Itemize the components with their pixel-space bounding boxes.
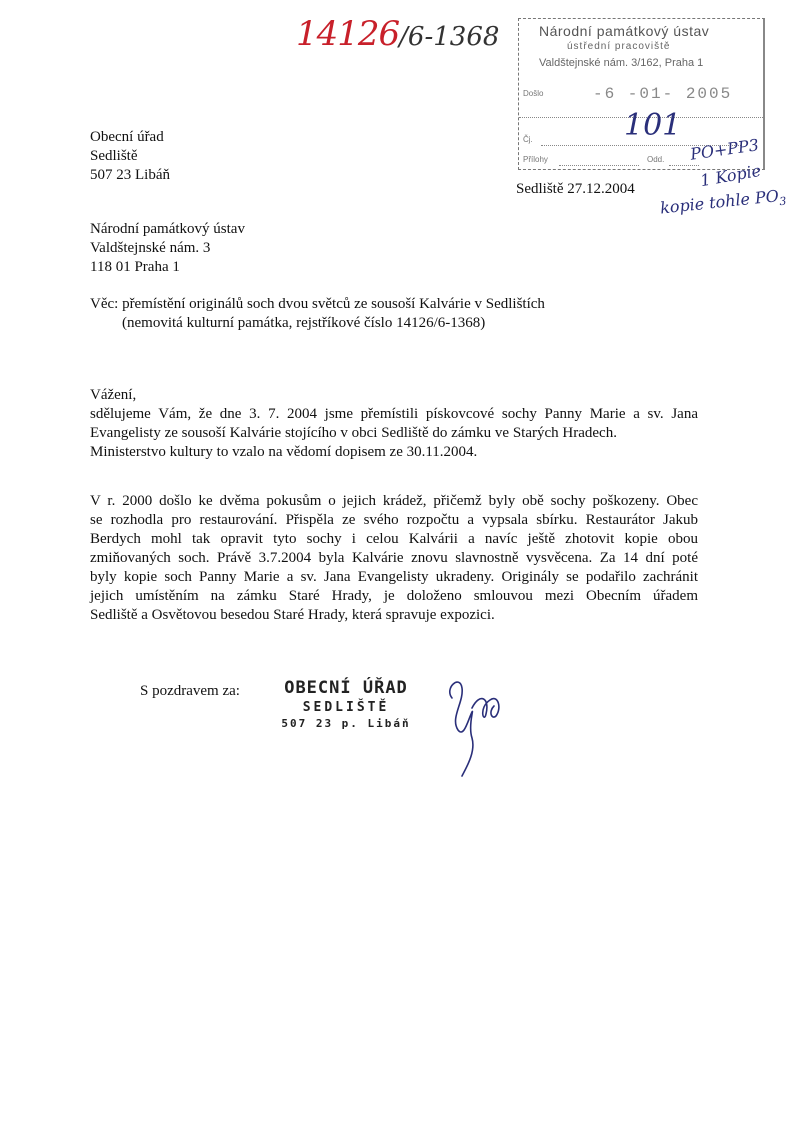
- stamp-prilohy-line: [559, 165, 639, 166]
- recipient-line-1: Národní památkový ústav: [90, 221, 245, 237]
- stamp-address: Valdštejnské nám. 3/162, Praha 1: [539, 57, 704, 69]
- body-p2-line-6: jejich umístěním na zámku Staré Hrady, je doloženo smlouvou mezi Obecním úřadem: [90, 588, 698, 604]
- body-p2-line-5: byly kopie soch Panny Marie a sv. Jana Evangelisty ukradeny. Originály se podařilo zachránit: [90, 569, 698, 585]
- stamp-odd-line: [669, 165, 699, 166]
- official-stamp-line-3: 507 23 p. Libáň: [281, 717, 411, 730]
- recipient-line-3: 118 01 Praha 1: [90, 259, 180, 275]
- sender-line-1: Obecní úřad: [90, 129, 164, 145]
- recipient-line-2: Valdštejnské nám. 3: [90, 240, 211, 256]
- stamp-title: Národní památkový ústav: [539, 23, 710, 39]
- place-date: Sedliště 27.12.2004: [516, 181, 635, 197]
- registry-number-rest: /6-1368: [399, 22, 500, 52]
- body-paragraph-1: [90, 386, 698, 462]
- official-stamp-line-2: SEDLIŠTĚ: [302, 700, 390, 715]
- handwritten-stamp-annotation: PO+PP3: [689, 135, 760, 164]
- stamp-label-odd: Odd.: [647, 155, 665, 164]
- body-p2-line-4: zmiňovaných soch. Právě 3.7.2004 byla Kalvárie znovu slavnostně vysvěcena. Za 14 dní poté: [90, 550, 698, 566]
- body-p1-line-1: sdělujeme Vám, že dne 3. 7. 2004 jsme přemístili pískovcové sochy Panny Marie a sv. Jana: [90, 406, 698, 422]
- body-p2-line-1: V r. 2000 došlo ke dvěma pokusům o jejich krádež, přičemž byly obě sochy poškozeny. Obec: [90, 493, 698, 509]
- closing-label: S pozdravem za:: [140, 683, 240, 699]
- body-p2-line-7: Sedliště a Osvětovou besedou Staré Hrady, která spravuje expozici.: [90, 607, 495, 623]
- body-paragraph-2: [90, 492, 698, 625]
- recipient-address: [90, 220, 245, 277]
- body-p1-line-2: Evangelisty ze sousoší Kalvárie stojícího v obci Sedliště do zámku ve Starých Hradech.: [90, 425, 617, 441]
- body-p1-line-3: Ministerstvo kultury to vzalo na vědomí dopisem ze 30.11.2004.: [90, 444, 478, 460]
- subject: [90, 295, 545, 333]
- handwritten-note-1: 1 Kopie: [698, 160, 763, 191]
- stamp-label-cj: Čj.: [523, 135, 533, 144]
- subject-line-2: (nemovitá kulturní památka, rejstříkové číslo 14126/6-1368): [122, 315, 486, 331]
- handwritten-signature: [438, 668, 518, 778]
- sender-line-3: 507 23 Libáň: [90, 167, 170, 183]
- stamp-label-prilohy: Přílohy: [523, 155, 548, 164]
- handwritten-note-2-text: kopie tohle PO: [659, 186, 780, 218]
- stamp-subtitle: ústřední pracoviště: [567, 41, 671, 52]
- handwritten-registry-number: [296, 14, 499, 54]
- official-stamp: [258, 678, 434, 730]
- sender-address: [90, 128, 170, 185]
- sender-line-2: Sedliště: [90, 148, 138, 164]
- handwritten-note-2-sub: 3: [778, 194, 787, 209]
- stamp-label-date: Došlo: [523, 89, 544, 98]
- stamp-date: -6 -01- 2005: [593, 85, 733, 103]
- handwritten-note-2: [659, 185, 787, 220]
- registry-number-red: 14126: [296, 14, 400, 54]
- body-p2-line-2: se rozhodla pro restaurování. Přispěla ze svého rozpočtu a vypsala sbírku. Restaurátor Jakub: [90, 512, 698, 528]
- official-stamp-line-1: OBECNÍ ÚŘAD: [284, 678, 408, 698]
- greeting: Vážení,: [90, 387, 137, 403]
- subject-line-1: Věc: přemístění originálů soch dvou světců ze sousoší Kalvárie v Sedlištích: [90, 296, 545, 312]
- handwritten-stamp-number: 101: [624, 108, 682, 143]
- body-p2-line-3: Berdych mohl tak opravit tyto sochy i celou Kalvárii a navíc ještě zhotovit kopie obou: [90, 531, 698, 547]
